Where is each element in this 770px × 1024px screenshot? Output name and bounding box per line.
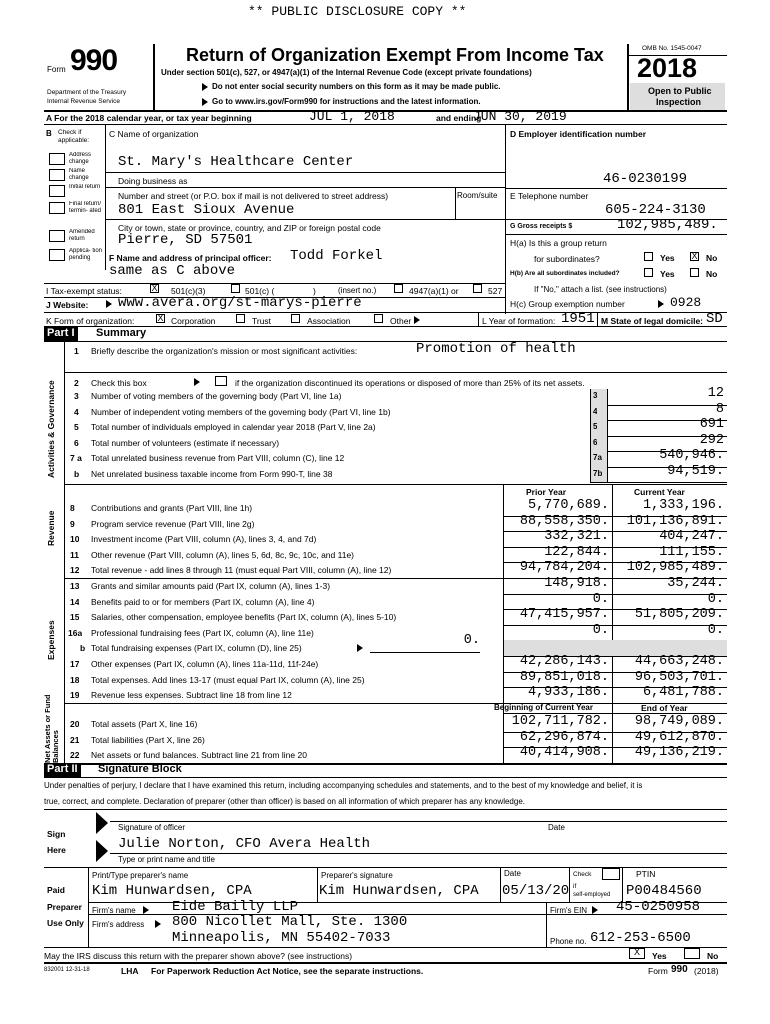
rule	[44, 809, 727, 810]
line-text: Program service revenue (Part VIII, line 2g)	[91, 518, 255, 529]
phone-label: Phone no.	[550, 937, 587, 946]
footer-form: Form	[648, 966, 668, 976]
irs-label: Internal Revenue Service	[47, 98, 120, 105]
prior-year-value: 88,558,350.	[519, 513, 609, 529]
rule	[317, 867, 318, 902]
i-label: I Tax-exempt status:	[46, 286, 122, 296]
line-number: 5	[74, 422, 79, 432]
rule	[88, 867, 89, 947]
line-text: Total liabilities (Part X, line 26)	[91, 734, 205, 745]
line-text: Salaries, other compensation, employee benefits (Part IX, column (A), lines 5-10)	[91, 612, 397, 623]
rule	[505, 188, 727, 189]
arrow-icon	[592, 906, 598, 914]
arrow-icon	[106, 300, 112, 308]
form-number: 990	[70, 44, 118, 77]
rule	[505, 234, 727, 235]
d-label: D Employer identification number	[510, 129, 647, 139]
b-checkbox[interactable]	[49, 202, 65, 214]
footer-lha: LHA	[121, 966, 139, 976]
current-year-value: 49,136,219.	[634, 745, 724, 761]
ssn-notice: Do not enter social security numbers on this form as it may be made public.	[212, 82, 501, 91]
prior-year-value: 102,711,782.	[511, 714, 609, 729]
rule	[500, 867, 501, 902]
current-year-value: 6,481,788.	[642, 685, 724, 701]
year-formed: 1951	[561, 311, 595, 327]
no-label: No	[706, 269, 718, 279]
line-text: Total expenses. Add lines 13-17 (must equal Part IX, column (A), line 25)	[91, 674, 365, 685]
firm-phone: 612-253-6500	[590, 930, 691, 946]
part2-label: Part II	[44, 763, 81, 777]
501c3-label: 501(c)(3)	[171, 286, 206, 296]
b-check-label: Name change	[69, 168, 89, 181]
firm-address-label: Firm's address	[92, 920, 145, 929]
arrow-icon	[658, 300, 664, 308]
prep-sig-label: Preparer's signature	[321, 871, 393, 880]
trust-label: Trust	[252, 316, 272, 326]
type-name-label: Type or print name and title	[118, 855, 215, 864]
line-box-number: 7b	[593, 468, 603, 478]
gov-line-text: Number of voting members of the governing body (Part VI, line 1a)	[91, 391, 342, 401]
footer-form-number: 990	[671, 964, 688, 975]
prep-date-label: Date	[504, 869, 521, 878]
org-name: St. Mary's Healthcare Center	[118, 154, 354, 170]
ptin: P00484560	[626, 883, 702, 899]
side-revenue: Revenue	[46, 510, 56, 546]
room-label: Room/suite	[457, 191, 498, 200]
arrow-icon	[194, 378, 200, 386]
c-label: C Name of organization	[109, 129, 199, 139]
no-label: No	[707, 951, 719, 961]
prior-year-value: 42,286,143.	[519, 654, 609, 669]
rule	[44, 867, 727, 868]
rule	[546, 902, 547, 947]
state-domicile: SD	[706, 311, 723, 327]
rule	[44, 777, 727, 778]
preparer-label: Preparer	[47, 902, 82, 912]
dba-label: Doing business as	[118, 176, 188, 186]
prior-year-value: 0.	[592, 591, 609, 607]
rule	[44, 283, 505, 284]
prior-year-value: 0.	[592, 622, 609, 638]
if-label: if	[573, 883, 577, 890]
prior-year-value: 40,414,908.	[519, 745, 609, 761]
line-number: 18	[70, 674, 80, 685]
gov-line-text: Total number of volunteers (estimate if necessary)	[91, 437, 280, 448]
j-label: J Website:	[46, 300, 89, 310]
prior-year-value: 5,770,689.	[527, 498, 609, 513]
corporation-label: Corporation	[171, 316, 216, 326]
prior-year-value: 94,784,204.	[519, 560, 609, 576]
rule	[105, 124, 106, 270]
rule	[622, 867, 623, 902]
footer-code: 832001 12-31-18	[44, 967, 90, 973]
preparer-date: 05/13/20	[502, 883, 570, 899]
gov-line-value: 691	[699, 417, 724, 432]
gov-line-value: 292	[699, 432, 724, 448]
arrow-icon	[143, 906, 149, 914]
org-street: 801 East Sioux Avenue	[118, 202, 295, 218]
527-label: 527	[488, 286, 503, 296]
rule	[64, 703, 727, 704]
part2-title: Signature Block	[98, 763, 182, 775]
current-year-value: 102,985,489.	[626, 560, 724, 576]
sign-arrow-icon	[96, 812, 108, 834]
501c-checkbox[interactable]	[231, 284, 240, 293]
firm-address-line1: 800 Nicollet Mall, Ste. 1300	[172, 914, 408, 930]
gov-line-value: 94,519.	[667, 463, 724, 479]
hb-yes-checkbox[interactable]	[644, 268, 653, 277]
officer-name: Todd Forkel	[290, 248, 383, 264]
gov-line-text: Total number of individuals employed in calendar year 2018 (Part V, line 2a)	[91, 422, 376, 432]
mission: Promotion of health	[416, 341, 576, 357]
arrow-icon	[202, 98, 208, 106]
form-subtitle: Under section 501(c), 527, or 4947(a)(1) of the Internal Revenue Code (except private foundations)	[161, 68, 532, 77]
line-number: 1	[74, 346, 79, 356]
rule	[590, 482, 727, 483]
501c3-checkbox[interactable]: X	[151, 283, 158, 293]
hc-label: H(c) Group exemption number	[510, 299, 625, 309]
current-year-value: 111,155.	[659, 544, 724, 560]
b-checkbox[interactable]	[49, 230, 65, 242]
line-text: Net assets or fund balances. Subtract line 21 from line 20	[91, 750, 307, 761]
501c-close: )	[313, 286, 316, 296]
line-number: 6	[74, 437, 79, 448]
city-label: City or town, state or province, country, and ZIP or foreign postal code	[118, 223, 381, 233]
gross-receipts: 102,985,489.	[617, 217, 718, 233]
prior-year-value: 148,918.	[544, 576, 609, 591]
rule	[44, 124, 727, 125]
org-city: Pierre, SD 57501	[118, 232, 253, 248]
prep-name-label: Print/Type preparer's name	[92, 871, 189, 880]
form-word: Form	[47, 65, 66, 74]
yes-label: Yes	[660, 253, 675, 263]
yes-label: Yes	[660, 269, 675, 279]
association-label: Association	[307, 316, 351, 326]
g-label: G Gross receipts $	[510, 223, 573, 230]
tax-year-begin: JUL 1, 2018	[309, 109, 395, 124]
preparer-name: Kim Hunwardsen, CPA	[92, 883, 252, 899]
rule	[64, 372, 727, 373]
prior-year-value: 62,296,874.	[519, 729, 609, 745]
line2b-text: if the organization discontinued its operations or disposed of more than 25% of its net assets.	[235, 378, 585, 388]
line-number: 8	[70, 503, 75, 513]
rule	[44, 962, 727, 964]
current-year-value: 96,503,701.	[634, 669, 724, 685]
rule	[64, 341, 65, 764]
arrow-icon	[155, 920, 161, 928]
line-number: 7 a	[70, 453, 82, 463]
part1-label: Part I	[44, 327, 78, 341]
501c-label: 501(c) (	[245, 286, 275, 296]
rule	[44, 312, 727, 313]
b-label: B	[46, 129, 52, 138]
rule	[478, 312, 479, 326]
b-check-label: Address change	[69, 152, 92, 165]
footer-year: (2018)	[694, 966, 719, 976]
tax-year-end: JUN 30, 2019	[473, 109, 567, 124]
prior-year-value: 122,844.	[544, 544, 609, 560]
arrow-icon	[357, 644, 363, 652]
rule	[110, 853, 727, 854]
check-if-label: Check if applicable:	[58, 129, 90, 144]
trust-checkbox[interactable]	[236, 314, 245, 323]
b-checkbox[interactable]	[49, 169, 65, 181]
discontinued-checkbox[interactable]	[215, 376, 227, 386]
line16b-text: Total fundraising expenses (Part IX, column (D), line 25)	[91, 643, 302, 654]
open-to-public: Open to Public	[648, 86, 712, 96]
line-number: 22	[70, 750, 80, 761]
line-box-number: 7a	[593, 453, 602, 462]
gov-line-value: 8	[715, 401, 724, 417]
line-text: Benefits paid to or for members (Part IX, column (A), line 4)	[91, 596, 315, 607]
4947-label: 4947(a)(1) or	[409, 286, 459, 296]
line-number: 10	[70, 534, 80, 545]
prior-year-value: 4,933,186.	[527, 685, 609, 701]
line-number: 13	[70, 581, 80, 591]
line-number: 15	[70, 612, 80, 623]
col-current-year: Current Year	[634, 487, 685, 497]
line-text: Professional fundraising fees (Part IX, column (A), line 11e)	[91, 627, 314, 638]
signature-officer-label: Signature of officer	[118, 823, 186, 832]
disclosure-banner: ** PUBLIC DISCLOSURE COPY **	[248, 4, 467, 19]
current-year-value: 49,612,870.	[634, 729, 724, 745]
check-label: Check	[573, 871, 592, 878]
current-year-value: 44,663,248.	[634, 654, 724, 669]
rule	[590, 389, 591, 482]
current-year-value: 0.	[707, 591, 724, 607]
phone: 605-224-3130	[605, 202, 706, 218]
gov-line-text: Total unrelated business revenue from Part VIII, column (C), line 12	[91, 453, 345, 463]
b-checkbox[interactable]	[49, 249, 65, 261]
line-text: Total revenue - add lines 8 through 11 (must equal Part VIII, column (A), line 12)	[91, 565, 392, 576]
col-beginning: Beginning of Current Year	[494, 703, 593, 712]
firm-address-line2: Minneapolis, MN 55402-7033	[172, 930, 391, 946]
line1-text: Briefly describe the organization's mission or most significant activities:	[91, 346, 358, 356]
line-text: Revenue less expenses. Subtract line 18 from line 12	[91, 690, 292, 701]
rule	[455, 187, 456, 219]
line-text: Investment income (Part VIII, column (A), lines 3, 4, and 7d)	[91, 534, 317, 545]
gov-line-text: Net unrelated business taxable income from Form 990-T, line 38	[91, 468, 333, 479]
firm-name: Eide Bailly LLP	[172, 899, 299, 915]
ein: 46-0230199	[603, 171, 688, 187]
k-label: K Form of organization:	[46, 316, 135, 326]
rule	[110, 821, 727, 822]
side-activities-governance: Activities & Governance	[46, 380, 56, 478]
self-employed-checkbox[interactable]	[602, 868, 620, 880]
gov-line-text: Number of independent voting members of the governing body (Part VI, line 1b)	[91, 406, 391, 417]
street-label: Number and street (or P.O. box if mail is not delivered to street address)	[118, 191, 389, 201]
ha-no-checkbox[interactable]: X	[691, 251, 698, 261]
discuss-no-checkbox[interactable]	[684, 948, 700, 959]
instructions-notice: Go to www.irs.gov/Form990 for instructions and the latest information.	[212, 97, 481, 106]
e-label: E Telephone number	[510, 191, 589, 201]
use-only-label: Use Only	[47, 918, 84, 928]
rule	[503, 713, 727, 714]
discuss-question: May the IRS discuss this return with the preparer shown above? (see instructions)	[44, 951, 353, 961]
rule	[44, 341, 727, 342]
line-number: b	[80, 643, 86, 654]
col-end-year: End of Year	[641, 703, 688, 713]
footer-notice: For Paperwork Reduction Act Notice, see the separate instructions.	[151, 966, 424, 976]
date-label: Date	[548, 823, 565, 832]
col-prior-year: Prior Year	[526, 487, 567, 497]
other-label: Other	[390, 316, 412, 326]
rule	[44, 326, 727, 327]
firm-ein-label: Firm's EIN	[550, 906, 588, 915]
hb-note: If "No," attach a list. (see instructions)	[534, 285, 667, 294]
line-box-number: 4	[593, 406, 598, 416]
prior-year-value: 332,321.	[544, 529, 609, 545]
sign-arrow-icon	[96, 840, 108, 862]
other-checkbox[interactable]	[374, 314, 383, 323]
here-label: Here	[47, 845, 66, 855]
firm-name-label: Firm's name	[92, 906, 136, 915]
current-year-value: 404,247.	[659, 529, 724, 545]
header-divider-right	[627, 44, 629, 110]
corporation-checkbox[interactable]: X	[157, 313, 164, 323]
ha-yes-checkbox[interactable]	[644, 252, 653, 261]
sign-label: Sign	[47, 829, 66, 839]
current-year-value: 0.	[707, 622, 724, 638]
line2a-text: Check this box	[91, 378, 147, 388]
hb-no-checkbox[interactable]	[690, 268, 699, 277]
b-checkbox[interactable]	[49, 185, 65, 197]
line-number: 3	[74, 391, 79, 401]
rule	[105, 172, 505, 173]
527-checkbox[interactable]	[473, 284, 482, 293]
line-text: Other revenue (Part VIII, column (A), lines 5, 6d, 8c, 9c, 10c, and 11e)	[91, 549, 354, 560]
line-number: 17	[70, 659, 80, 669]
line-number: b	[74, 468, 80, 479]
rule	[105, 219, 505, 220]
perjury-line1: Under penalties of perjury, I declare that I have examined this return, including accompanying schedules and statements, and to the best of my knowledge and belief, it is	[44, 781, 643, 790]
preparer-signature: Kim Hunwardsen, CPA	[319, 883, 479, 899]
line-number: 19	[70, 690, 80, 701]
line-number: 16a	[68, 627, 83, 638]
perjury-line2: true, correct, and complete. Declaration of preparer (other than officer) is based on all information of which preparer has any knowledge.	[44, 797, 525, 806]
line-text: Other expenses (Part IX, column (A), lines 11a-11d, 11f-24e)	[91, 659, 319, 669]
group-exemption-number: 0928	[670, 295, 702, 310]
website[interactable]: www.avera.org/st-marys-pierre	[118, 295, 362, 311]
ptin-label: PTIN	[636, 869, 656, 879]
dept-treasury: Department of the Treasury	[47, 89, 127, 96]
current-year-value: 35,244.	[667, 576, 724, 591]
officer-address: same as C above	[109, 263, 236, 279]
ha2-label: for subordinates?	[534, 254, 600, 264]
tax-year: 2018	[637, 53, 698, 83]
no-label: No	[706, 253, 718, 263]
line-box-number: 5	[593, 422, 598, 431]
insert-no-label: (insert no.)	[338, 286, 377, 295]
paid-label: Paid	[47, 885, 65, 895]
side-expenses: Expenses	[46, 620, 56, 660]
part1-title: Summary	[96, 327, 147, 339]
current-year-value: 98,749,089.	[634, 714, 724, 729]
line-text: Contributions and grants (Part VIII, line 1h)	[91, 503, 253, 513]
b-checkbox[interactable]	[49, 153, 65, 165]
rule	[607, 389, 608, 482]
line-a-label: A For the 2018 calendar year, or tax year beginning	[46, 113, 252, 123]
f-label: F Name and address of principal officer:	[109, 253, 272, 263]
self-employed-label: self-employed	[573, 892, 611, 898]
form-title: Return of Organization Exempt From Income Tax	[186, 45, 604, 65]
side-net-assets: Net Assets or Fund Balances	[43, 694, 60, 763]
prior-year-value: 47,415,957.	[519, 607, 609, 623]
line-number: 4	[74, 406, 79, 417]
b-check-label: Initial return	[69, 184, 101, 190]
omb-number: OMB No. 1545-0047	[642, 45, 702, 52]
current-year-value: 1,333,196.	[642, 498, 724, 513]
rule	[64, 484, 727, 485]
rule	[105, 187, 505, 188]
fundraising-total: 0.	[463, 633, 480, 649]
line-number: 9	[70, 518, 75, 529]
line-box-number: 3	[593, 391, 598, 400]
line-number: 14	[70, 596, 80, 607]
current-year-value: 51,805,209.	[634, 607, 724, 623]
line-box-number: 6	[593, 437, 598, 447]
b-check-label: Applica- tion pending	[69, 248, 103, 261]
prior-year-value: 89,851,018.	[519, 669, 609, 685]
b-check-label: Final return/ termin- ated	[69, 201, 102, 214]
arrow-icon	[414, 316, 420, 324]
line-number: 11	[70, 549, 79, 560]
yes-label: Yes	[652, 951, 667, 961]
line-number: 21	[70, 734, 80, 745]
rule	[370, 652, 480, 653]
arrow-icon	[202, 83, 208, 91]
current-year-value: 101,136,891.	[626, 513, 724, 529]
discuss-yes-checkbox[interactable]: X	[629, 948, 645, 959]
line-number: 20	[70, 719, 80, 729]
b-check-label: Amended return	[69, 229, 95, 242]
line-text: Total assets (Part X, line 16)	[91, 719, 198, 729]
line-number: 2	[74, 378, 79, 388]
line-text: Grants and similar amounts paid (Part IX, column (A), lines 1-3)	[91, 581, 331, 591]
gov-line-value: 540,946.	[659, 448, 724, 463]
rule	[44, 947, 727, 948]
ha-label: H(a) Is this a group return	[510, 238, 607, 248]
officer-signature-name: Julie Norton, CFO Avera Health	[118, 836, 371, 852]
l-label: L Year of formation:	[482, 316, 556, 326]
and-ending: and ending	[436, 113, 482, 123]
line-number: 12	[70, 565, 80, 576]
hb-label: H(b) Are all subordinates included?	[510, 270, 620, 277]
inspection-label: Inspection	[656, 97, 702, 107]
4947-checkbox[interactable]	[394, 284, 403, 293]
firm-ein: 45-0250958	[616, 899, 701, 915]
m-label: M State of legal domicile:	[601, 316, 704, 326]
rule	[597, 312, 598, 326]
header-divider-left	[153, 44, 155, 110]
gov-line-value: 12	[707, 386, 724, 401]
association-checkbox[interactable]	[291, 314, 300, 323]
